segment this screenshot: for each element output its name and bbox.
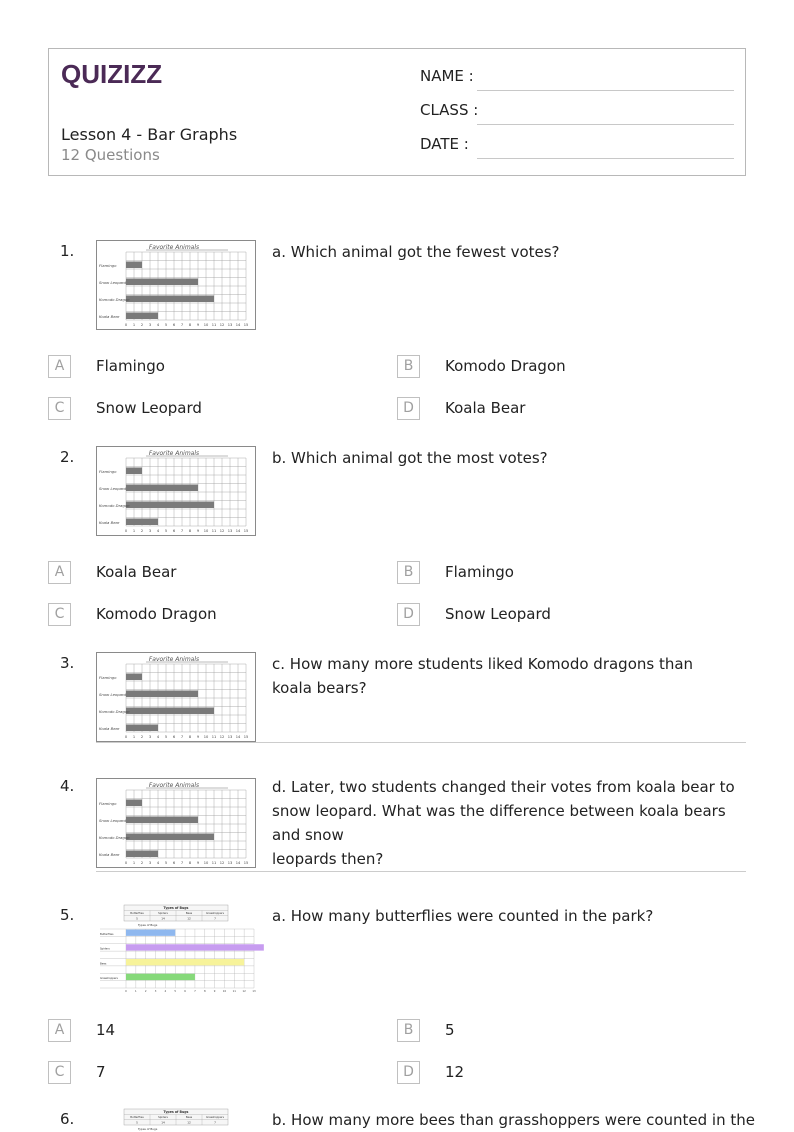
tick-label: 12: [219, 529, 225, 533]
tick-label: 9: [196, 529, 200, 533]
bar-snow-leopard: [126, 279, 198, 286]
row-label: Grasshoppers: [100, 977, 118, 981]
tick-label: 1: [132, 529, 136, 533]
tick-label: 2: [140, 735, 144, 739]
tick-label: 7: [194, 990, 196, 993]
table-value: 5: [136, 916, 138, 921]
tick-label: 13: [227, 861, 233, 865]
bar-flamingo: [126, 800, 142, 807]
table-value: 7: [214, 916, 216, 921]
question-1-text: a. Which animal got the fewest votes?: [272, 243, 560, 261]
question-2-number: 2.: [60, 448, 75, 466]
tick-label: 9: [196, 735, 200, 739]
name-field[interactable]: [420, 67, 734, 91]
table-title: Types of Bugs: [163, 906, 189, 910]
tick-label: 1: [132, 735, 136, 739]
row-label: Spiders: [100, 947, 110, 951]
option-d-text[interactable]: Snow Leopard: [445, 605, 551, 623]
bar-koala-bear: [126, 725, 158, 732]
tick-label: 12: [242, 990, 246, 993]
tick-label: 2: [140, 323, 144, 327]
question-5-graph-thumbnail: [96, 904, 256, 994]
tick-label: 14: [235, 529, 241, 533]
tick-label: 13: [227, 529, 233, 533]
bar-flamingo: [126, 468, 142, 475]
chart-title: Types of Bugs: [138, 923, 158, 927]
table-value: 7: [214, 1120, 216, 1125]
lesson-title: Lesson 4 - Bar Graphs: [61, 125, 238, 144]
question-4-text: d. Later, two students changed their votes from koala bear to snow leopard. What was the difference between koala bears and snow leopards then?: [272, 778, 735, 868]
tick-label: 3: [154, 990, 157, 993]
option-d-text[interactable]: 12: [445, 1063, 465, 1081]
answer-line: [96, 871, 746, 872]
tick-label: 10: [203, 861, 209, 865]
option-a-box[interactable]: A: [48, 1019, 71, 1042]
bar-komodo-dragon: [126, 502, 214, 509]
question-6-number: 6.: [60, 1110, 75, 1128]
table-header: Spiders: [158, 1116, 168, 1119]
tick-label: 10: [203, 529, 209, 533]
tick-label: 12: [219, 861, 225, 865]
option-c-text[interactable]: Komodo Dragon: [96, 605, 217, 623]
tick-label: 0: [124, 323, 128, 327]
tick-label: 1: [132, 861, 136, 865]
table-header: Grasshoppers: [206, 912, 224, 915]
tick-label: 6: [172, 735, 176, 739]
tick-label: 7: [180, 735, 184, 739]
tick-label: 0: [125, 990, 127, 993]
option-d-box[interactable]: D: [397, 603, 420, 626]
tick-label: 11: [211, 735, 217, 739]
table-header: Bees: [185, 1116, 193, 1119]
quizizz-logo: QUIZIZZ: [61, 59, 163, 89]
option-b-text[interactable]: Flamingo: [445, 563, 514, 581]
name-label: NAME :: [420, 67, 474, 85]
row-label: Koala Bear: [99, 520, 120, 525]
table-header: Bees: [185, 912, 193, 915]
option-c-text[interactable]: Snow Leopard: [96, 399, 202, 417]
tick-label: 15: [243, 735, 249, 739]
tick-label: 6: [184, 990, 186, 993]
row-label: Komodo Dragon: [99, 297, 130, 302]
row-label: Koala Bear: [99, 852, 120, 857]
bar-koala-bear: [126, 851, 158, 858]
chart-title: Types of Bugs: [138, 1127, 158, 1131]
tick-label: 2: [140, 861, 144, 865]
option-d-box[interactable]: D: [397, 1061, 420, 1084]
table-header: Butterflies: [130, 912, 144, 915]
row-label: Komodo Dragon: [99, 503, 130, 508]
tick-label: 2: [140, 529, 144, 533]
tick-label: 5: [164, 323, 168, 327]
tick-label: 14: [235, 861, 241, 865]
class-label: CLASS :: [420, 101, 479, 119]
question-2-text: b. Which animal got the most votes?: [272, 449, 548, 467]
tick-label: 13: [252, 990, 256, 993]
question-3-number: 3.: [60, 654, 75, 672]
tick-label: 12: [219, 323, 225, 327]
option-c-box[interactable]: C: [48, 397, 71, 420]
tick-label: 7: [180, 861, 184, 865]
tick-label: 8: [188, 529, 192, 533]
option-a-text[interactable]: Koala Bear: [96, 563, 177, 581]
bar-bees: [126, 959, 244, 965]
tick-label: 6: [172, 323, 176, 327]
tick-label: 8: [188, 861, 192, 865]
option-d-text[interactable]: Koala Bear: [445, 399, 526, 417]
table-header: Grasshoppers: [206, 1116, 224, 1119]
option-a-text[interactable]: 14: [96, 1021, 116, 1039]
thumb-title: Favorite Animals: [148, 450, 200, 457]
option-b-box[interactable]: B: [397, 355, 420, 378]
table-header: Spiders: [158, 912, 168, 915]
tick-label: 13: [227, 735, 233, 739]
tick-label: 11: [211, 529, 217, 533]
tick-label: 9: [196, 323, 200, 327]
date-line: [477, 158, 734, 159]
option-c-box[interactable]: C: [48, 603, 71, 626]
thumb-title: Favorite Animals: [148, 656, 200, 663]
option-b-box[interactable]: B: [397, 1019, 420, 1042]
tick-label: 11: [232, 990, 236, 993]
tick-label: 12: [219, 735, 225, 739]
bar-snow-leopard: [126, 817, 198, 824]
bar-snow-leopard: [126, 691, 198, 698]
bar-komodo-dragon: [126, 296, 214, 303]
bar-flamingo: [126, 674, 142, 681]
row-label: Flamingo: [99, 469, 117, 474]
question-2-graph-thumbnail: [96, 446, 256, 536]
tick-label: 7: [180, 529, 184, 533]
question-5-text: a. How many butterflies were counted in the park?: [272, 907, 654, 925]
row-label: Koala Bear: [99, 726, 120, 731]
tick-label: 1: [132, 323, 136, 327]
worksheet-header: [48, 48, 746, 176]
class-line: [477, 124, 734, 125]
answer-line: [96, 742, 746, 743]
row-label: Komodo Dragon: [99, 835, 130, 840]
tick-label: 5: [164, 861, 168, 865]
bar-komodo-dragon: [126, 834, 214, 841]
tick-label: 2: [144, 990, 147, 993]
tick-label: 0: [124, 861, 128, 865]
row-label: Snow Leopard: [99, 486, 126, 491]
row-label: Flamingo: [99, 675, 117, 680]
thumb-title: Favorite Animals: [148, 244, 200, 251]
option-a-box[interactable]: A: [48, 561, 71, 584]
date-field[interactable]: [420, 135, 734, 159]
tick-label: 11: [211, 323, 217, 327]
row-label: Flamingo: [99, 801, 117, 806]
tick-label: 4: [164, 990, 167, 993]
tick-label: 14: [235, 735, 241, 739]
date-label: DATE :: [420, 135, 469, 153]
tick-label: 10: [222, 990, 227, 993]
tick-label: 5: [174, 990, 177, 993]
tick-label: 3: [148, 323, 152, 327]
row-label: Snow Leopard: [99, 692, 126, 697]
option-c-box[interactable]: C: [48, 1061, 71, 1084]
tick-label: 1: [135, 990, 137, 993]
tick-label: 14: [235, 323, 241, 327]
tick-label: 5: [164, 529, 168, 533]
thumb-title: Favorite Animals: [148, 782, 200, 789]
tick-label: 9: [213, 990, 216, 993]
tick-label: 4: [156, 861, 160, 865]
table-value: 14: [161, 916, 165, 921]
bar-flamingo: [126, 262, 142, 269]
question-6-graph-thumbnail: [96, 1108, 256, 1131]
tick-label: 0: [124, 735, 128, 739]
question-5-number: 5.: [60, 906, 75, 924]
table-title: Types of Bugs: [163, 1110, 189, 1114]
table-value: 12: [187, 1120, 191, 1125]
tick-label: 13: [227, 323, 233, 327]
tick-label: 3: [148, 861, 152, 865]
tick-label: 8: [203, 990, 206, 993]
tick-label: 4: [156, 529, 160, 533]
tick-label: 7: [180, 323, 184, 327]
tick-label: 15: [243, 861, 249, 865]
tick-label: 8: [188, 735, 192, 739]
question-3-text: c. How many more students liked Komodo dragons than koala bears?: [272, 655, 694, 697]
bar-butterflies: [126, 930, 175, 936]
table-value: 5: [136, 1120, 138, 1125]
bar-komodo-dragon: [126, 708, 214, 715]
table-value: 14: [161, 1120, 165, 1125]
question-1-number: 1.: [60, 242, 75, 260]
tick-label: 15: [243, 323, 249, 327]
question-count: 12 Questions: [61, 146, 160, 164]
row-label: Butterflies: [100, 932, 114, 936]
tick-label: 4: [156, 735, 160, 739]
bar-koala-bear: [126, 519, 158, 526]
bar-spiders: [126, 944, 264, 950]
row-label: Bees: [100, 962, 107, 966]
option-a-box[interactable]: A: [48, 355, 71, 378]
tick-label: 8: [188, 323, 192, 327]
tick-label: 15: [243, 529, 249, 533]
table-header: Butterflies: [130, 1116, 144, 1119]
name-line: [477, 90, 734, 91]
question-4-graph-thumbnail: [96, 778, 256, 868]
row-label: Snow Leopard: [99, 280, 126, 285]
tick-label: 3: [148, 529, 152, 533]
row-label: Flamingo: [99, 263, 117, 268]
tick-label: 6: [172, 861, 176, 865]
option-c-text[interactable]: 7: [96, 1063, 106, 1081]
tick-label: 0: [124, 529, 128, 533]
bar-snow-leopard: [126, 485, 198, 492]
bar-grasshoppers: [126, 974, 195, 980]
tick-label: 5: [164, 735, 168, 739]
option-b-text[interactable]: Komodo Dragon: [445, 357, 566, 375]
tick-label: 9: [196, 861, 200, 865]
row-label: Snow Leopard: [99, 818, 126, 823]
tick-label: 6: [172, 529, 176, 533]
class-field[interactable]: [420, 101, 734, 125]
option-b-text[interactable]: 5: [445, 1021, 455, 1039]
question-3-graph-thumbnail: [96, 652, 256, 742]
bar-koala-bear: [126, 313, 158, 320]
tick-label: 11: [211, 861, 217, 865]
tick-label: 10: [203, 323, 209, 327]
option-a-text[interactable]: Flamingo: [96, 357, 165, 375]
tick-label: 4: [156, 323, 160, 327]
table-value: 12: [187, 916, 191, 921]
row-label: Komodo Dragon: [99, 709, 130, 714]
tick-label: 3: [148, 735, 152, 739]
question-6-text: b. How many more bees than grasshoppers were counted in the: [272, 1111, 755, 1129]
question-1-graph-thumbnail: [96, 240, 256, 330]
option-d-box[interactable]: D: [397, 397, 420, 420]
tick-label: 10: [203, 735, 209, 739]
question-4-number: 4.: [60, 777, 75, 795]
row-label: Koala Bear: [99, 314, 120, 319]
option-b-box[interactable]: B: [397, 561, 420, 584]
